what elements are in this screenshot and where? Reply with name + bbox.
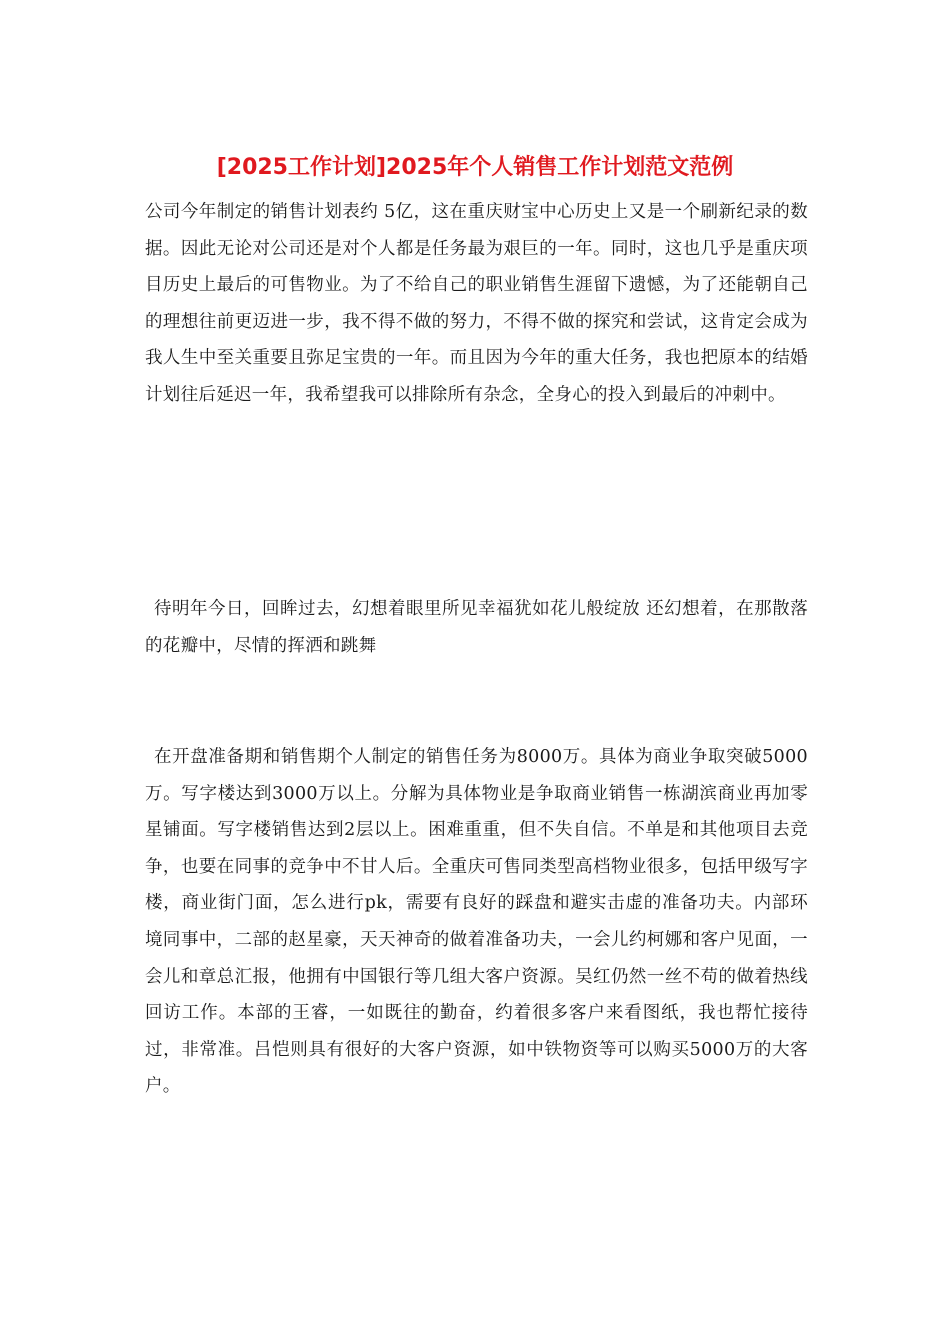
paragraph-sales-plan-intro: 公司今年制定的销售计划表约 5亿，这在重庆财宝中心历史上又是一个刷新纪录的数据。因此无论对公司还是对个人都是任务最为艰巨的一年。同时，这也几乎是重庆项目历史上最后的可售物业。为了不给自己的职业销售生涯留下遗憾，为了还能朝自己的理想往前更迈进一步，我不得不做的努力，不得不做的探究和尝试，这肯定会成为我人生中至关重要且弥足宝贵的一年。而且因为今年的重大任务，我也把原本的结婚计划往后延迟一年，我希望我可以排除所有杂念，全身心的投入到最后的冲刺中。 bbox=[145, 202, 808, 405]
paragraph-next-year-wish: 待明年今日，回眸过去，幻想着眼里所见幸福犹如花儿般绽放 还幻想着，在那散落的花瓣中，尽情的挥洒和跳舞 bbox=[145, 599, 808, 656]
paragraph-sales-targets: 在开盘准备期和销售期个人制定的销售任务为8000万。具体为商业争取突破5000万。写字楼达到3000万以上。分解为具体物业是争取商业销售一栋湖滨商业再加零星铺面。写字楼销售达到2层以上。困难重重，但不失自信。不单是和其他项目去竞争，也要在同事的竞争中不甘人后。全重庆可售同类型高档物业很多，包括甲级写字楼，商业街门面，怎么进行pk，需要有良好的踩盘和避实击虚的准备功夫。内部环境同事中，二部的赵星豪，天天神奇的做着准备功夫，一会儿约柯娜和客户见面，一会儿和章总汇报，他拥有中国银行等几组大客户资源。吴红仍然一丝不苟的做着热线回访工作。本部的王睿，一如既往的勤奋，约着很多客户来看图纸，我也帮忙接待过，非常准。吕恺则具有很好的大客户资源，如中铁物资等可以购买5000万的大客户。 bbox=[145, 747, 808, 1097]
document-title: [2025工作计划]2025年个人销售工作计划范文范例 bbox=[216, 155, 734, 180]
